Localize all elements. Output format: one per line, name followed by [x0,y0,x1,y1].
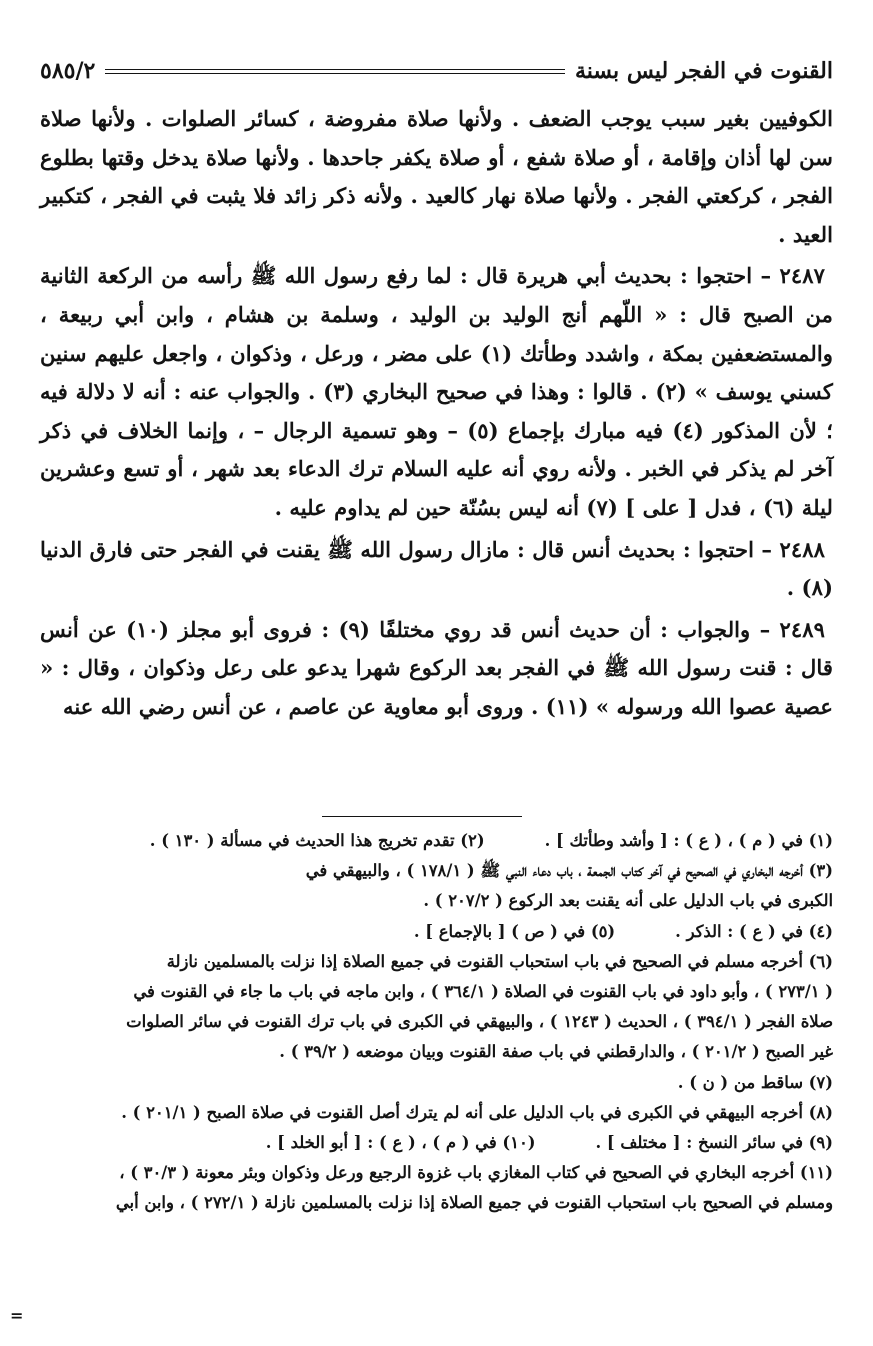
running-title: القنوت في الفجر ليس بسنة [574,58,833,84]
footnote-6-cont: ( ٢٧٣/١ ) ، وأبو داود في باب القنوت في الصلاة ( ٣٦٤/١ ) ، وابن ماجه في باب ما جاء في القنوت في [133,982,833,1002]
paragraph-issue-2489: ٢٤٨٩ – والجواب : أن حديث أنس قد روي مختلفًا (٩) : فروى أبو مجلز (١٠) عن أنس قال : قنت رسول الله ﷺ في الفجر بعد الركوع شهرا يدعو على رعل وذكوان ، وقال : « عصية عصوا الله ورسوله » (١١) . وروى أبو معاوية عن عاصم ، عن أنس رضي الله عنه [40,616,833,719]
main-text [40,100,833,730]
footnote-11: (١١) أخرجه البخاري في الصحيح في كتاب المغازي باب غزوة الرجيع ورعل وذكوان وبئر معونة ( ٣٠/٣ ) ، [119,1163,833,1183]
footnote-separator [322,816,522,817]
footnote-line [40,1128,833,1158]
footnote-line [40,826,833,856]
footnote-7: (٧) ساقط من ( ن ) . [677,1072,833,1092]
page-header [40,56,833,86]
footnote-1: (١) في ( م ) ، ( ع ) : [ وأشد وطأتك ] . [544,831,833,850]
footnote-8: (٨) أخرجه البيهقي في الكبرى في باب الدليل على أنه لم يترك أصل القنوت في صلاة الصبح ( ٢٠١/١ ) . [121,1102,833,1122]
footnote-4: (٤) في ( ع ) : الذكر . [675,921,833,941]
footnote-9: (٩) في سائر النسخ : [ مختلف ] . [595,1133,833,1153]
footnote-6-cont: غير الصبح ( ٢٠١/٢ ) ، والدارقطني في باب صفة القنوت وبيان موضعه ( ٣٩/٢ ) . [279,1042,833,1062]
paragraph-issue-2487: ٢٤٨٧ – احتجوا : بحديث أبي هريرة قال : لما رفع رسول الله ﷺ رأسه من الركعة الثانية من الصبح قال : « اللّهم أنج الوليد بن الوليد ، وسلمة بن هشام ، وابن أبي ربيعة ، والمستضعفين بمكة ، واشدد وطأتك (١) على مضر ، ورعل ، وذكوان ، واجعل عليهم سنين كسني يوسف » (٢) . قالوا : وهذا في صحيح البخاري (٣) . والجواب عنه : أنه لا دلالة فيه ؛ لأن المذكور (٤) فيه مبارك بإجماع (٥) – وهو تسمية الرجال – ، وإنما الخلاف في ذكر آخر لم يذكر في الخبر . ولأنه روي أنه عليه السلام ترك الدعاء بعد شهر ، أو تسع وعشرين ليلة (٦) ، فدل [ على ] (٧) أنه ليس بسُنّة حين لم يداوم عليه . [40,263,833,520]
page-number: ٥٨٥/٢ [40,58,96,84]
footnote-3-cont: الكبرى في باب الدليل على أنه يقنت بعد الركوع ( ٢٠٧/٢ ) . [423,891,833,911]
footnotes [40,826,833,1219]
footnote-10: (١٠) في ( م ) ، ( ع ) : [ أبو الخلد ] . [265,1133,536,1153]
footnote-2: (٢) تقدم تخريج هذا الحديث في مسألة ( ١٣٠ ) . [149,831,485,850]
header-rule [105,69,565,74]
paragraph-continuation: الكوفيين بغير سبب يوجب الضعف . ولأنها صلاة مفروضة ، كسائر الصلوات . ولأنها صلاة سن لها أذان وإقامة ، أو صلاة شفع ، أو صلاة يكفر جاحدها . ولأنها صلاة يدخل وقتها بطلوع الفجر ، كركعتي الفجر . ولأنها صلاة نهار كالعيد . ولأنه ذكر زائد فلا يثبت في الفجر ، كتكبير العيد . [40,106,833,247]
continuation-mark: = [10,1306,24,1325]
footnote-5: (٥) في ( ص ) [ بالإجماع ] . [413,921,616,941]
footnote-line [40,917,833,947]
footnote-11-cont: ومسلم في الصحيح باب استحباب القنوت في جميع الصلاة إذا نزلت بالمسلمين نازلة ( ٢٧٢/١ ) ، وابن أبي [115,1193,833,1213]
footnote-3: (٣) أخرجه البخاري في الصحيح في آخر كتاب الجمعة ، باب دعاء النبي ﷺ ( ١٧٨/١ ) ، والبيهقي في [305,861,833,881]
footnote-6: (٦) أخرجه مسلم في الصحيح في باب استحباب القنوت في جميع الصلاة إذا نزلت بالمسلمين نازلة [166,951,833,971]
paragraph-issue-2488: ٢٤٨٨ – احتجوا : بحديث أنس قال : مازال رسول الله ﷺ يقنت في الفجر حتى فارق الدنيا (٨) . [40,536,833,601]
footnote-6-cont: صلاة الفجر ( ٣٩٤/١ ) ، الحديث ( ١٢٤٣ ) ، والبيهقي في الكبرى في باب ترك القنوت في سائر الصلوات [126,1012,833,1032]
